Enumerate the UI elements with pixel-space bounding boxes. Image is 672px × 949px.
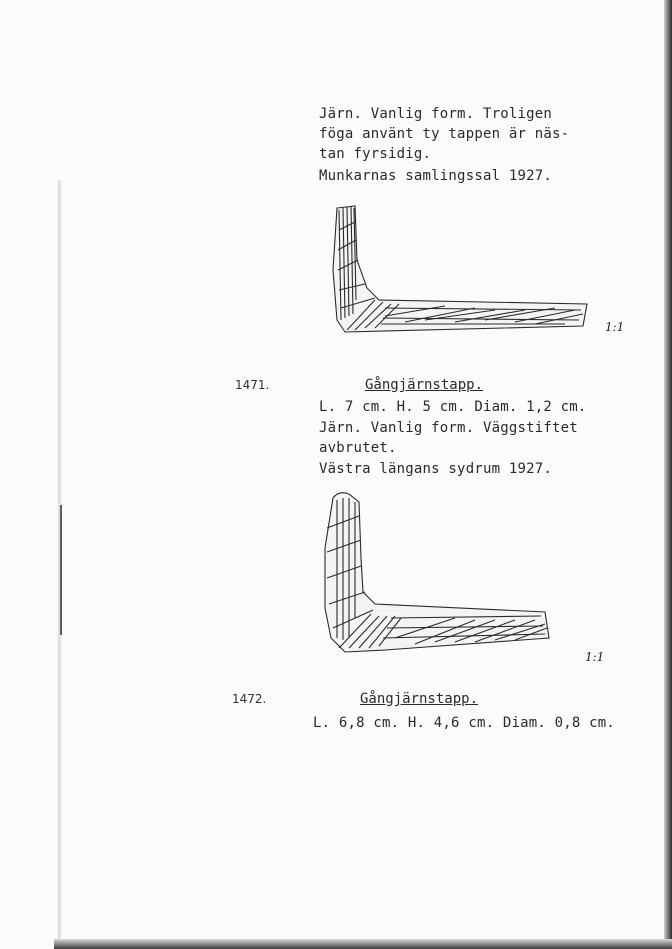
binding-mark [60, 505, 62, 635]
hinge-pin-sketch-2 [315, 488, 560, 660]
entry-1472-line-1: L. 6,8 cm. H. 4,6 cm. Diam. 0,8 cm. [313, 715, 616, 731]
entry-number-1471: 1471. [235, 378, 270, 392]
scale-note-1: 1:1 [605, 320, 625, 334]
top-entry-line-1: Järn. Vanlig form. Troligen [319, 106, 552, 122]
entry-title-1472: Gångjärnstapp. [360, 691, 479, 707]
top-entry-line-4: Munkarnas samlingssal 1927. [319, 168, 552, 184]
entry-1471-line-2: Järn. Vanlig form. Väggstiftet [319, 420, 578, 436]
top-entry-line-3: tan fyrsidig. [319, 146, 432, 162]
scale-note-2: 1:1 [585, 650, 605, 664]
page-edge-right [664, 0, 672, 949]
entry-number-1472: 1472. [232, 692, 267, 706]
top-entry-line-2: föga använt ty tappen är näs- [319, 126, 570, 142]
entry-1471-line-1: L. 7 cm. H. 5 cm. Diam. 1,2 cm. [319, 399, 587, 415]
entry-title-1471: Gångjärnstapp. [365, 377, 484, 393]
entry-1471-line-4: Västra längans sydrum 1927. [319, 461, 552, 477]
page-edge-bottom [54, 939, 672, 949]
hinge-pin-sketch-1 [325, 200, 595, 340]
entry-1471-line-3: avbrutet. [319, 440, 397, 456]
